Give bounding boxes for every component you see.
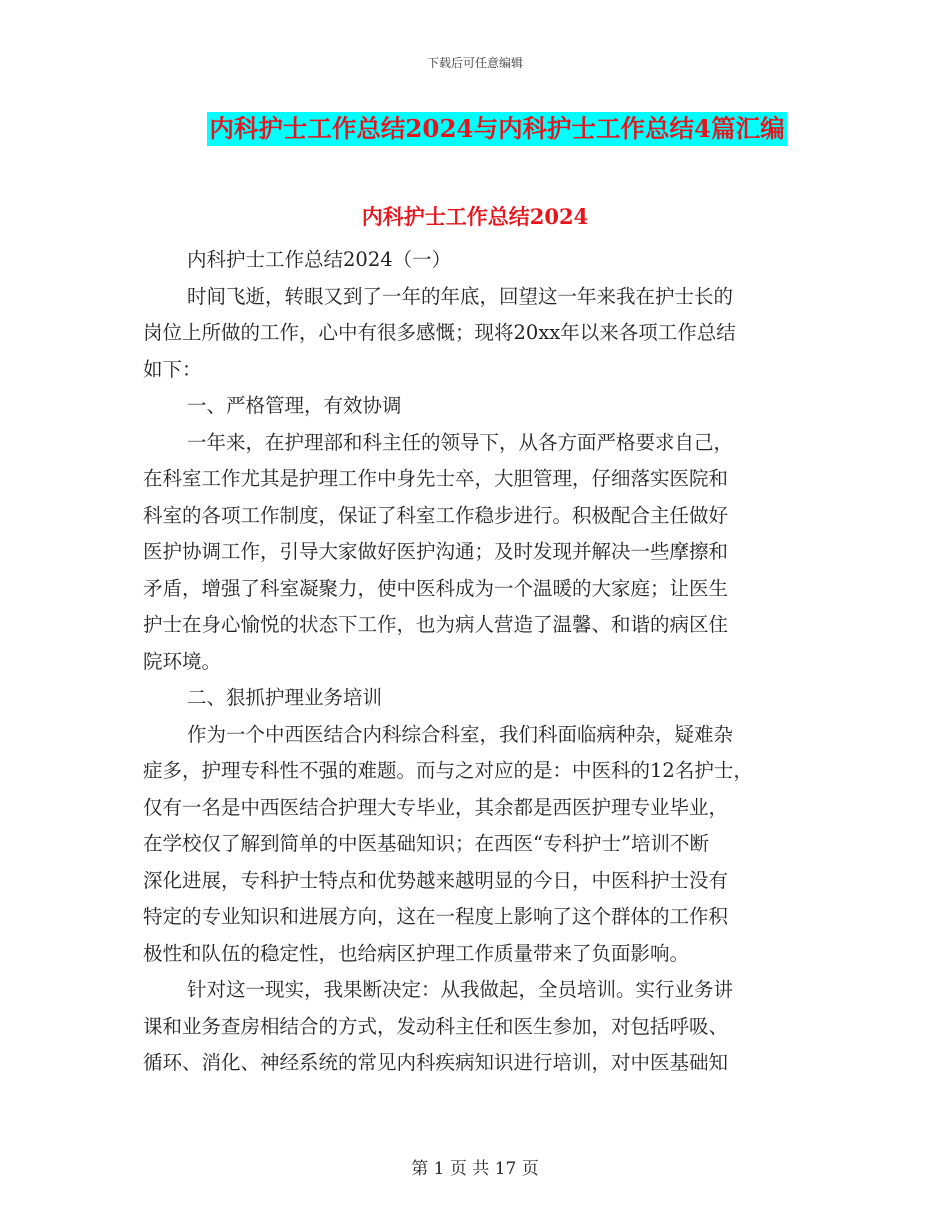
body-line: 针对这一现实，我果断决定：从我做起，全员培训。实行业务讲: [187, 978, 734, 1001]
body-line: 在学校仅了解到简单的中医基础知识；在西医“专科护士”培训不断: [143, 832, 709, 855]
body-line: 在科室工作尤其是护理工作中身先士卒，大胆管理，仔细落实医院和: [143, 467, 729, 490]
body-line: 一、严格管理，有效协调: [187, 394, 402, 417]
page-number: 第 1 页 共 17 页: [411, 1159, 539, 1179]
body-line: 极性和队伍的稳定性，也给病区护理工作质量带来了负面影响。: [143, 941, 690, 965]
body-line: 岗位上所做的工作，心中有很多感慨；现将20xx年以来各项工作总结: [143, 321, 736, 344]
body-line: 症多，护理专科性不强的难题。而与之对应的是：中医科的12名护士，: [143, 759, 753, 782]
body-line: 医护协调工作，引导大家做好医护沟通；及时发现并解决一些摩擦和: [143, 540, 729, 563]
body-line: 一年来，在护理部和科主任的领导下，从各方面严格要求自己，: [187, 430, 734, 454]
section-title: 内科护士工作总结2024: [361, 204, 589, 229]
body-line: 作为一个中西医结合内科综合科室，我们科面临病种杂，疑难杂: [187, 722, 734, 746]
body-line: 如下：: [143, 357, 202, 381]
body-line: 矛盾，增强了科室凝聚力，使中医科成为一个温暖的大家庭；让医生: [143, 576, 729, 600]
body-line: 科室的各项工作制度，保证了科室工作稳步进行。积极配合主任做好: [143, 503, 729, 527]
body-line: 课和业务查房相结合的方式，发动科主任和医生参加，对包括呼吸、: [143, 1014, 729, 1038]
body-line: 护士在身心愉悦的状态下工作，也为病人营造了温馨、和谐的病区住: [143, 613, 729, 636]
body-line: 内科护士工作总结2024（一）: [187, 248, 452, 271]
body-line: 特定的专业知识和进展方向，这在一程度上影响了这个群体的工作积: [143, 905, 729, 928]
page-header-note: 下载后可任意编辑: [426, 56, 523, 70]
document-body: [143, 242, 823, 1082]
body-line: 循环、消化、神经系统的常见内科疾病知识进行培训，对中医基础知: [143, 1051, 729, 1074]
body-line: 时间飞逝，转眼又到了一年的年底，回望这一年来我在护士长的: [187, 284, 734, 308]
body-line: 院环境。: [143, 649, 222, 673]
document-title: 内科护士工作总结2024与内科护士工作总结4篇汇编: [207, 112, 786, 146]
document-title-container: [0, 112, 950, 146]
body-line: 深化进展，专科护士特点和优势越来越明显的今日，中医科护士没有: [143, 868, 729, 892]
body-line: 仅有一名是中西医结合护理大专毕业，其余都是西医护理专业毕业，: [143, 795, 729, 819]
body-line: 二、狠抓护理业务培训: [187, 686, 383, 709]
